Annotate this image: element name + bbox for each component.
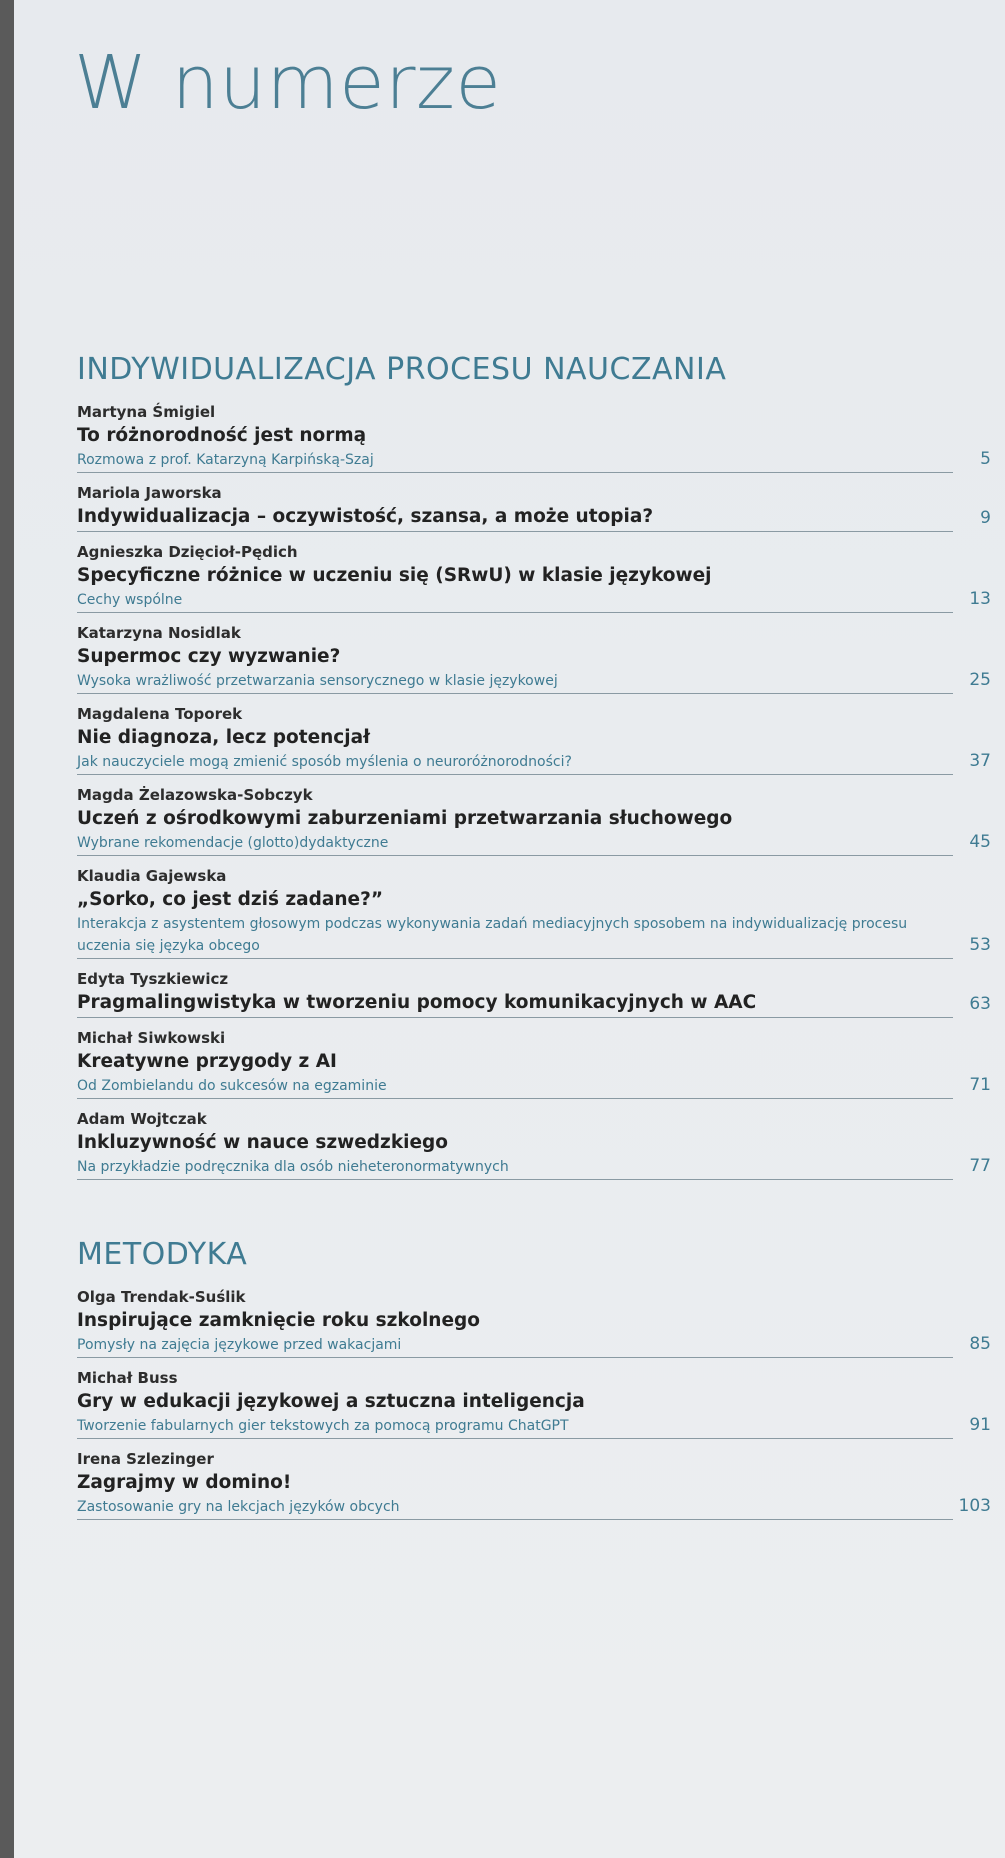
section-metodyka	[77, 1237, 993, 1529]
page-number: 9	[980, 508, 991, 528]
entry-divider	[77, 693, 953, 694]
entry-divider	[77, 958, 953, 959]
page-number: 71	[969, 1075, 991, 1095]
toc-entry[interactable]	[77, 1027, 993, 1099]
article-author: Agnieszka Dzięcioł-Pędich	[77, 543, 298, 561]
entry-divider	[77, 1438, 953, 1439]
entry-divider	[77, 472, 953, 473]
article-title: Gry w edukacji językowej a sztuczna inteligencja	[77, 1391, 585, 1412]
article-subtitle: Od Zombielandu do sukcesów na egzaminie	[77, 1078, 387, 1094]
toc-entry[interactable]	[77, 1367, 993, 1439]
toc-list	[77, 401, 993, 1180]
toc-entry[interactable]	[77, 968, 993, 1018]
section-indywidualizacja	[77, 352, 993, 1189]
article-subtitle: Jak nauczyciele mogą zmienić sposób myślenia o neuroróżnorodności?	[77, 754, 572, 770]
article-author: Michał Siwkowski	[77, 1029, 226, 1047]
page-title: W numerze	[74, 40, 502, 126]
toc-entry[interactable]	[77, 1448, 993, 1520]
article-author: Michał Buss	[77, 1369, 178, 1387]
toc-entry[interactable]	[77, 622, 993, 694]
article-title: Specyficzne różnice w uczeniu się (SRwU) w klasie językowej	[77, 565, 712, 586]
article-author: Adam Wojtczak	[77, 1110, 207, 1128]
entry-divider	[77, 1357, 953, 1358]
page-number: 103	[958, 1496, 991, 1516]
article-author: Magdalena Toporek	[77, 705, 243, 723]
page-number: 37	[969, 751, 991, 771]
page-number: 53	[969, 935, 991, 955]
article-subtitle: Interakcja z asystentem głosowym podczas wykonywania zadań mediacyjnych sposobem na indywidualizację procesu uczenia się języka obcego	[77, 916, 908, 954]
page-number: 25	[969, 670, 991, 690]
page-number: 45	[969, 832, 991, 852]
article-title: Uczeń z ośrodkowymi zaburzeniami przetwarzania słuchowego	[77, 808, 733, 829]
article-title: Indywidualizacja – oczywistość, szansa, a może utopia?	[77, 506, 654, 527]
article-title: To różnorodność jest normą	[77, 425, 367, 446]
entry-divider	[77, 774, 953, 775]
article-author: Olga Trendak-Suślik	[77, 1288, 246, 1306]
article-subtitle: Wybrane rekomendacje (glotto)dydaktyczne	[77, 835, 389, 851]
toc-entry[interactable]	[77, 1286, 993, 1358]
article-title: Inkluzywność w nauce szwedzkiego	[77, 1132, 448, 1153]
toc-entry[interactable]	[77, 1108, 993, 1180]
article-author: Irena Szlezinger	[77, 1450, 214, 1468]
magazine-page	[14, 0, 1005, 1858]
entry-divider	[77, 531, 953, 532]
page-number: 5	[980, 449, 991, 469]
toc-entry[interactable]	[77, 865, 993, 959]
page-number: 91	[969, 1415, 991, 1435]
article-author: Edyta Tyszkiewicz	[77, 970, 229, 988]
article-subtitle: Zastosowanie gry na lekcjach języków obcych	[77, 1499, 400, 1515]
article-title: Nie diagnoza, lecz potencjał	[77, 727, 370, 748]
article-title: Supermoc czy wyzwanie?	[77, 646, 341, 667]
article-subtitle: Na przykładzie podręcznika dla osób nieheteronormatywnych	[77, 1159, 509, 1175]
article-subtitle: Pomysły na zajęcia językowe przed wakacjami	[77, 1337, 402, 1353]
entry-divider	[77, 1098, 953, 1099]
entry-divider	[77, 1179, 953, 1180]
toc-entry[interactable]	[77, 482, 993, 532]
toc-entry[interactable]	[77, 541, 993, 613]
article-author: Magda Żelazowska-Sobczyk	[77, 786, 313, 804]
article-author: Klaudia Gajewska	[77, 867, 227, 885]
entry-divider	[77, 855, 953, 856]
toc-entry[interactable]	[77, 401, 993, 473]
article-title: Zagrajmy w domino!	[77, 1472, 292, 1493]
entry-divider	[77, 1017, 953, 1018]
page-number: 77	[969, 1156, 991, 1176]
section-heading: INDYWIDUALIZACJA PROCESU NAUCZANIA	[77, 352, 727, 387]
article-subtitle: Cechy wspólne	[77, 592, 183, 608]
page-number: 63	[969, 994, 991, 1014]
article-title: Pragmalingwistyka w tworzeniu pomocy komunikacyjnych w AAC	[77, 992, 757, 1013]
entry-divider	[77, 1519, 953, 1520]
entry-divider	[77, 612, 953, 613]
toc-entry[interactable]	[77, 703, 993, 775]
article-author: Martyna Śmigiel	[77, 403, 216, 421]
article-subtitle: Wysoka wrażliwość przetwarzania sensorycznego w klasie językowej	[77, 673, 558, 689]
article-title: Inspirujące zamknięcie roku szkolnego	[77, 1310, 480, 1331]
article-author: Katarzyna Nosidlak	[77, 624, 241, 642]
toc-list	[77, 1286, 993, 1520]
page-number: 13	[969, 589, 991, 609]
toc-entry[interactable]	[77, 784, 993, 856]
article-title: Kreatywne przygody z AI	[77, 1051, 337, 1072]
article-title: „Sorko, co jest dziś zadane?”	[77, 889, 383, 910]
page-number: 85	[969, 1334, 991, 1354]
article-subtitle: Tworzenie fabularnych gier tekstowych za pomocą programu ChatGPT	[77, 1418, 569, 1434]
article-subtitle: Rozmowa z prof. Katarzyną Karpińską-Szaj	[77, 452, 374, 468]
section-heading: METODYKA	[77, 1237, 248, 1272]
article-author: Mariola Jaworska	[77, 484, 222, 502]
